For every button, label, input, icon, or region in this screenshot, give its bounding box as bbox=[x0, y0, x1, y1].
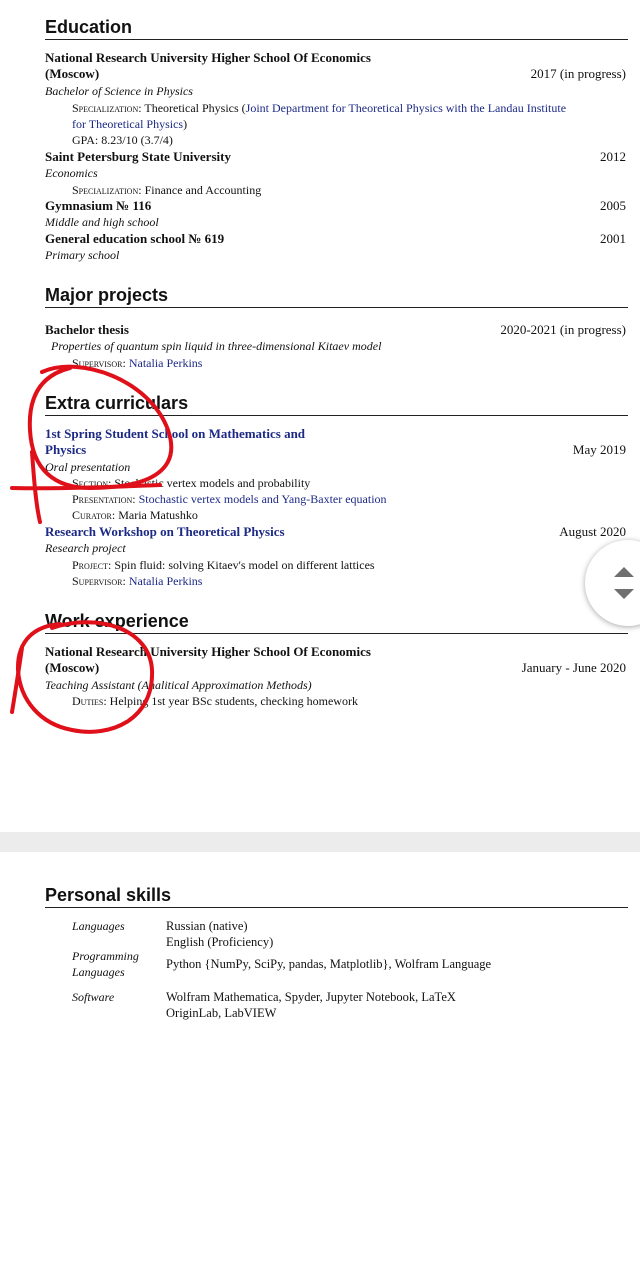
spec-value: Theoretical Physics ( bbox=[144, 101, 246, 115]
skill-software-label: Software bbox=[72, 990, 115, 1004]
edu-hse-name: National Research University Higher School Of Economics bbox=[45, 50, 371, 65]
section-value: Stochastic vertex models and probability bbox=[114, 476, 311, 490]
spec-label: Specialization: bbox=[72, 101, 142, 115]
edu-gym-name: Gymnasium № 116 bbox=[45, 198, 152, 213]
extra-spring-section-row bbox=[72, 475, 310, 491]
sup-label: Supervisor: bbox=[72, 574, 126, 588]
section-title-work: Work experience bbox=[45, 610, 628, 634]
landau-link[interactable]: Joint Department for Theoretical Physics with the Landau Institute bbox=[245, 101, 567, 115]
proj-thesis-date: 2020-2021 (in progress) bbox=[500, 322, 626, 337]
skill-language-2: English (Proficiency) bbox=[166, 935, 274, 949]
extra-workshop-date: August 2020 bbox=[559, 524, 626, 539]
skill-software-1: Wolfram Mathematica, Spyder, Jupyter Notebook, LaTeX bbox=[166, 990, 456, 1004]
section-label: Section: bbox=[72, 476, 112, 490]
skill-language-1: Russian (native) bbox=[166, 919, 248, 933]
work-hse-city: (Moscow) bbox=[45, 660, 100, 675]
section-title-education: Education bbox=[45, 16, 628, 40]
curator-label: Curator: bbox=[72, 508, 116, 522]
section-title-extra: Extra curriculars bbox=[45, 392, 628, 416]
extra-spring-curator-row bbox=[72, 507, 198, 523]
chevron-down-icon[interactable] bbox=[614, 589, 634, 599]
extra-spring-name-2[interactable]: Physics bbox=[45, 442, 87, 457]
sup-value[interactable]: Natalia Perkins bbox=[128, 574, 203, 588]
chevron-up-icon[interactable] bbox=[614, 567, 634, 577]
edu-spbu-degree: Economics bbox=[45, 166, 98, 180]
proj-thesis-name: Bachelor thesis bbox=[45, 322, 129, 337]
skill-languages-label: Languages bbox=[72, 919, 125, 933]
presentation-value[interactable]: Stochastic vertex models and Yang-Baxter equation bbox=[138, 492, 387, 506]
extra-workshop-type: Research project bbox=[45, 541, 126, 555]
extra-spring-type: Oral presentation bbox=[45, 460, 131, 474]
sup-label: Supervisor: bbox=[72, 356, 126, 370]
duties-label: Duties: bbox=[72, 694, 107, 708]
skill-prog-label-2: Languages bbox=[72, 965, 125, 979]
project-value: Spin fluid: solving Kitaev's model on different lattices bbox=[114, 558, 375, 572]
edu-spbu-name: Saint Petersburg State University bbox=[45, 149, 231, 164]
edu-spbu-spec-row bbox=[72, 182, 261, 198]
project-label: Project: bbox=[72, 558, 112, 572]
work-hse-duties-row bbox=[72, 693, 358, 709]
cv-page-2 bbox=[0, 852, 640, 1280]
spec-close: ) bbox=[183, 117, 188, 131]
sup-value[interactable]: Natalia Perkins bbox=[128, 356, 203, 370]
edu-hse-gpa: GPA: 8.23/10 (3.7/4) bbox=[72, 133, 173, 147]
curator-value: Maria Matushko bbox=[118, 508, 198, 522]
spec-value: Finance and Accounting bbox=[144, 183, 262, 197]
edu-gym-date: 2005 bbox=[600, 198, 626, 213]
edu-hse-degree: Bachelor of Science in Physics bbox=[45, 84, 193, 98]
work-hse-role: Teaching Assistant (Analitical Approximation Methods) bbox=[45, 678, 312, 692]
skill-prog-value: Python {NumPy, SciPy, pandas, Matplotlib}, Wolfram Language bbox=[166, 957, 492, 971]
extra-spring-pres-row bbox=[72, 491, 387, 507]
duties-value: Helping 1st year BSc students, checking homework bbox=[109, 694, 358, 708]
edu-school-name: General education school № 619 bbox=[45, 231, 225, 246]
spec-label: Specialization: bbox=[72, 183, 142, 197]
extra-workshop-sup-row bbox=[72, 573, 202, 589]
edu-hse-date: 2017 (in progress) bbox=[530, 66, 626, 81]
proj-thesis-topic: Properties of quantum spin liquid in three-dimensional Kitaev model bbox=[51, 339, 382, 353]
edu-gym-level: Middle and high school bbox=[45, 215, 159, 229]
proj-thesis-sup-row bbox=[72, 355, 202, 371]
presentation-label: Presentation: bbox=[72, 492, 136, 506]
work-hse-name: National Research University Higher School Of Economics bbox=[45, 644, 371, 659]
section-title-skills: Personal skills bbox=[45, 884, 628, 908]
extra-spring-name[interactable]: 1st Spring Student School on Mathematics and bbox=[45, 426, 306, 441]
section-title-projects: Major projects bbox=[45, 284, 628, 308]
edu-school-date: 2001 bbox=[600, 231, 626, 246]
skill-prog-label-1: Programming bbox=[72, 949, 139, 963]
edu-hse-spec-row-2 bbox=[72, 116, 187, 132]
landau-link-cont[interactable]: for Theoretical Physics bbox=[72, 117, 184, 131]
extra-workshop-name[interactable]: Research Workshop on Theoretical Physics bbox=[45, 524, 285, 539]
edu-school-level: Primary school bbox=[45, 248, 120, 262]
extra-workshop-project-row bbox=[72, 557, 375, 573]
edu-hse-spec-row bbox=[72, 100, 566, 116]
skill-software-2: OriginLab, LabVIEW bbox=[166, 1006, 277, 1020]
work-hse-date: January - June 2020 bbox=[521, 660, 626, 675]
edu-hse-city: (Moscow) bbox=[45, 66, 100, 81]
extra-spring-date: May 2019 bbox=[572, 442, 626, 457]
edu-spbu-date: 2012 bbox=[600, 149, 626, 164]
